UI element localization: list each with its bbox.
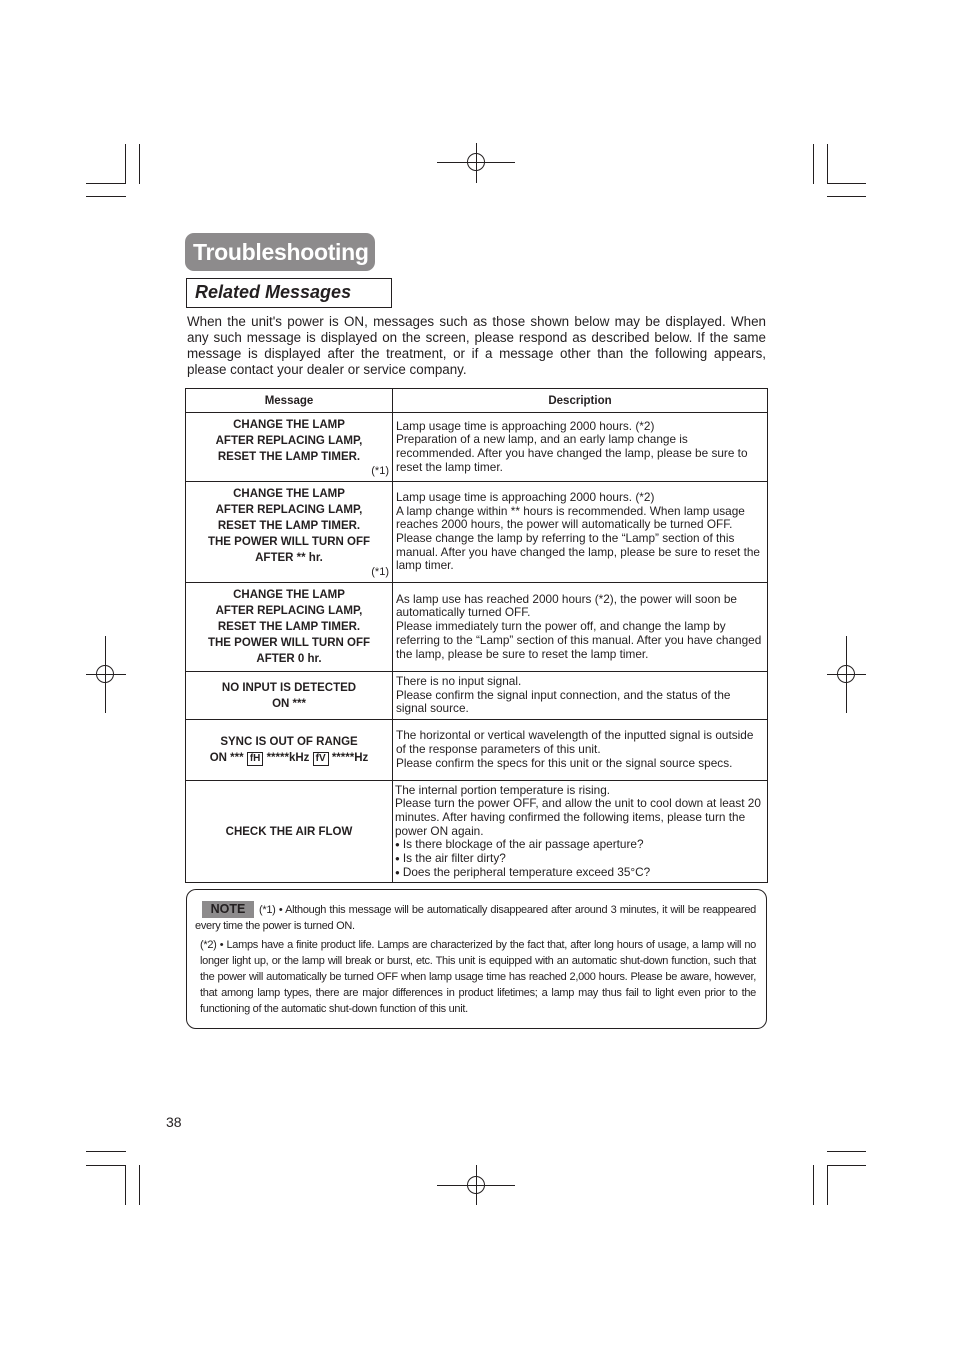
section-title: Troubleshooting: [193, 239, 369, 265]
note-box: [186, 889, 767, 1029]
crop-mark: [86, 1165, 126, 1166]
message-line: AFTER 0 hr.: [256, 653, 322, 665]
description-line: As lamp use has reached 2000 hours (*2), the power will soon be automatically turned OFF.: [396, 591, 737, 620]
message-line: SYNC IS OUT OF RANGE: [220, 736, 358, 748]
table-row: [186, 583, 768, 672]
message-line: CHECK THE AIR FLOW: [225, 825, 353, 838]
hz-value: *****Hz: [331, 752, 369, 764]
crop-mark: [125, 144, 126, 184]
message-line: THE POWER WILL TURN OFF: [207, 535, 371, 548]
fv-label: fV: [313, 752, 329, 766]
note-2: (*2) • Lamps have a finite product life. Lamps are characterized by the fact that, after long hours of usage, a lamp will no longer light up, or the lamp will break or burst, etc. This unit is equipped with an automatic shut-down function, such that the power will automatically be turned OFF when lamp usage time has reached 2,000 hours. Please be aware, however, that among lamp types, there are major differences in product lifetimes; a lamp may thus fail to light even prior to the functioning of the automatic shut-down function of this unit.: [200, 939, 756, 1015]
column-header-description: Description: [393, 389, 768, 413]
description-line: Lamp usage time is approaching 2000 hours. (*2): [396, 489, 655, 504]
crop-mark: [827, 1165, 828, 1205]
note-badge: NOTE: [202, 901, 254, 918]
crop-mark: [827, 1165, 866, 1166]
crop-mark: [827, 144, 828, 184]
message-line: RESET THE LAMP TIMER.: [217, 519, 361, 532]
description-line: Please confirm the specs for this unit or the signal source specs.: [396, 755, 733, 770]
description-cell: [393, 720, 768, 781]
message-cell: [186, 781, 393, 883]
note-text: [195, 902, 756, 1017]
footnote-ref: (*1): [371, 464, 389, 477]
fh-label: fH: [247, 752, 264, 766]
message-line: AFTER REPLACING LAMP,: [215, 434, 363, 447]
description-line: Please confirm the signal input connection, and the status of the signal source.: [396, 687, 731, 716]
crop-mark: [86, 196, 126, 197]
description-line: A lamp change within ** hours is recommended. When lamp usage reaches 2000 hours, the power will automatically be turned OFF. Please change the lamp by referring to the “Lamp” section of this manual. After you have changed the lamp, please be sure to reset the lamp timer.: [396, 503, 760, 573]
description-line: Preparation of a new lamp, and an early lamp change is recommended. After you have changed the lamp, please be sure to reset the lamp timer.: [396, 432, 748, 474]
crop-mark: [827, 183, 866, 184]
description-line: The internal portion temperature is rising.: [395, 782, 611, 797]
message-cell: [186, 413, 393, 482]
description-line: Please turn the power OFF, and allow the unit to cool down at least 20 minutes. After having confirmed the following items, please turn the power ON again.: [395, 796, 761, 838]
message-cell: [186, 672, 393, 720]
message-line: THE POWER WILL TURN OFF: [207, 637, 371, 649]
message-line: ON ***: [272, 697, 306, 710]
description-cell: [393, 672, 768, 720]
table-header-row: [186, 389, 768, 413]
message-line: AFTER REPLACING LAMP,: [215, 503, 363, 516]
message-line: AFTER REPLACING LAMP,: [215, 605, 363, 617]
table-row: [186, 413, 768, 482]
description-cell: [393, 781, 768, 883]
description-cell: [393, 482, 768, 583]
table-row: [186, 720, 768, 781]
description-line: There is no input signal.: [396, 673, 522, 688]
table-row: [186, 482, 768, 583]
crop-mark: [139, 144, 140, 184]
bullet-item: ● Does the peripheral temperature exceed 35°C?: [395, 866, 764, 880]
bullet-item: ● Is the air filter dirty?: [395, 852, 764, 866]
message-line: CHANGE THE LAMP: [233, 418, 345, 431]
description-cell: [393, 413, 768, 482]
message-cell: [186, 482, 393, 583]
crop-mark: [139, 1165, 140, 1205]
crop-mark: [813, 1165, 814, 1205]
crop-mark: [125, 1165, 126, 1205]
subsection-title: Related Messages: [195, 282, 352, 302]
message-line: CHANGE THE LAMP: [233, 589, 345, 601]
table-row: [186, 781, 768, 883]
column-header-message: Message: [186, 389, 393, 413]
message-line: AFTER ** hr.: [255, 551, 323, 564]
crop-mark: [813, 144, 814, 184]
sync-line: [189, 750, 389, 766]
description-line: Lamp usage time is approaching 2000 hours. (*2): [396, 418, 655, 433]
table-row: [186, 672, 768, 720]
khz-value: *****kHz: [266, 752, 310, 764]
crop-mark: [827, 1151, 866, 1152]
crop-mark: [827, 196, 866, 197]
messages-table: [185, 388, 768, 883]
message-line: RESET THE LAMP TIMER.: [217, 621, 361, 633]
intro-paragraph: When the unit's power is ON, messages such as those shown below may be displayed. When any such message is displayed on the screen, please respond as described below. If the same message is displayed after the treatment, or if a message other than the following appears, please contact your dealer or service company.: [187, 314, 766, 377]
note-1: (*1) • Although this message will be automatically disappeared after around 3 minutes, it will be reappeared every time the power is turned ON.: [195, 904, 756, 932]
crop-mark: [86, 183, 126, 184]
message-line: CHANGE THE LAMP: [233, 487, 345, 500]
section-title-banner: [185, 233, 375, 271]
message-line: NO INPUT IS DETECTED: [221, 681, 357, 694]
subsection-title-box: [186, 278, 392, 308]
bullet-item: ● Is there blockage of the air passage aperture?: [395, 838, 764, 852]
sync-prefix: ON ***: [209, 752, 244, 764]
crop-mark: [86, 1151, 126, 1152]
page-number: 38: [166, 1114, 182, 1130]
message-cell: [186, 583, 393, 672]
description-line: Please immediately turn the power off, and change the lamp by referring to the “Lamp” section of this manual. After you have changed the lamp, please be sure to reset the lamp timer.: [396, 619, 762, 661]
message-line: RESET THE LAMP TIMER.: [217, 450, 361, 463]
description-line: The horizontal or vertical wavelength of the inputted signal is outside of the response parameters of this unit.: [396, 728, 754, 757]
message-cell: [186, 720, 393, 781]
footnote-ref: (*1): [371, 565, 389, 578]
description-cell: [393, 583, 768, 672]
